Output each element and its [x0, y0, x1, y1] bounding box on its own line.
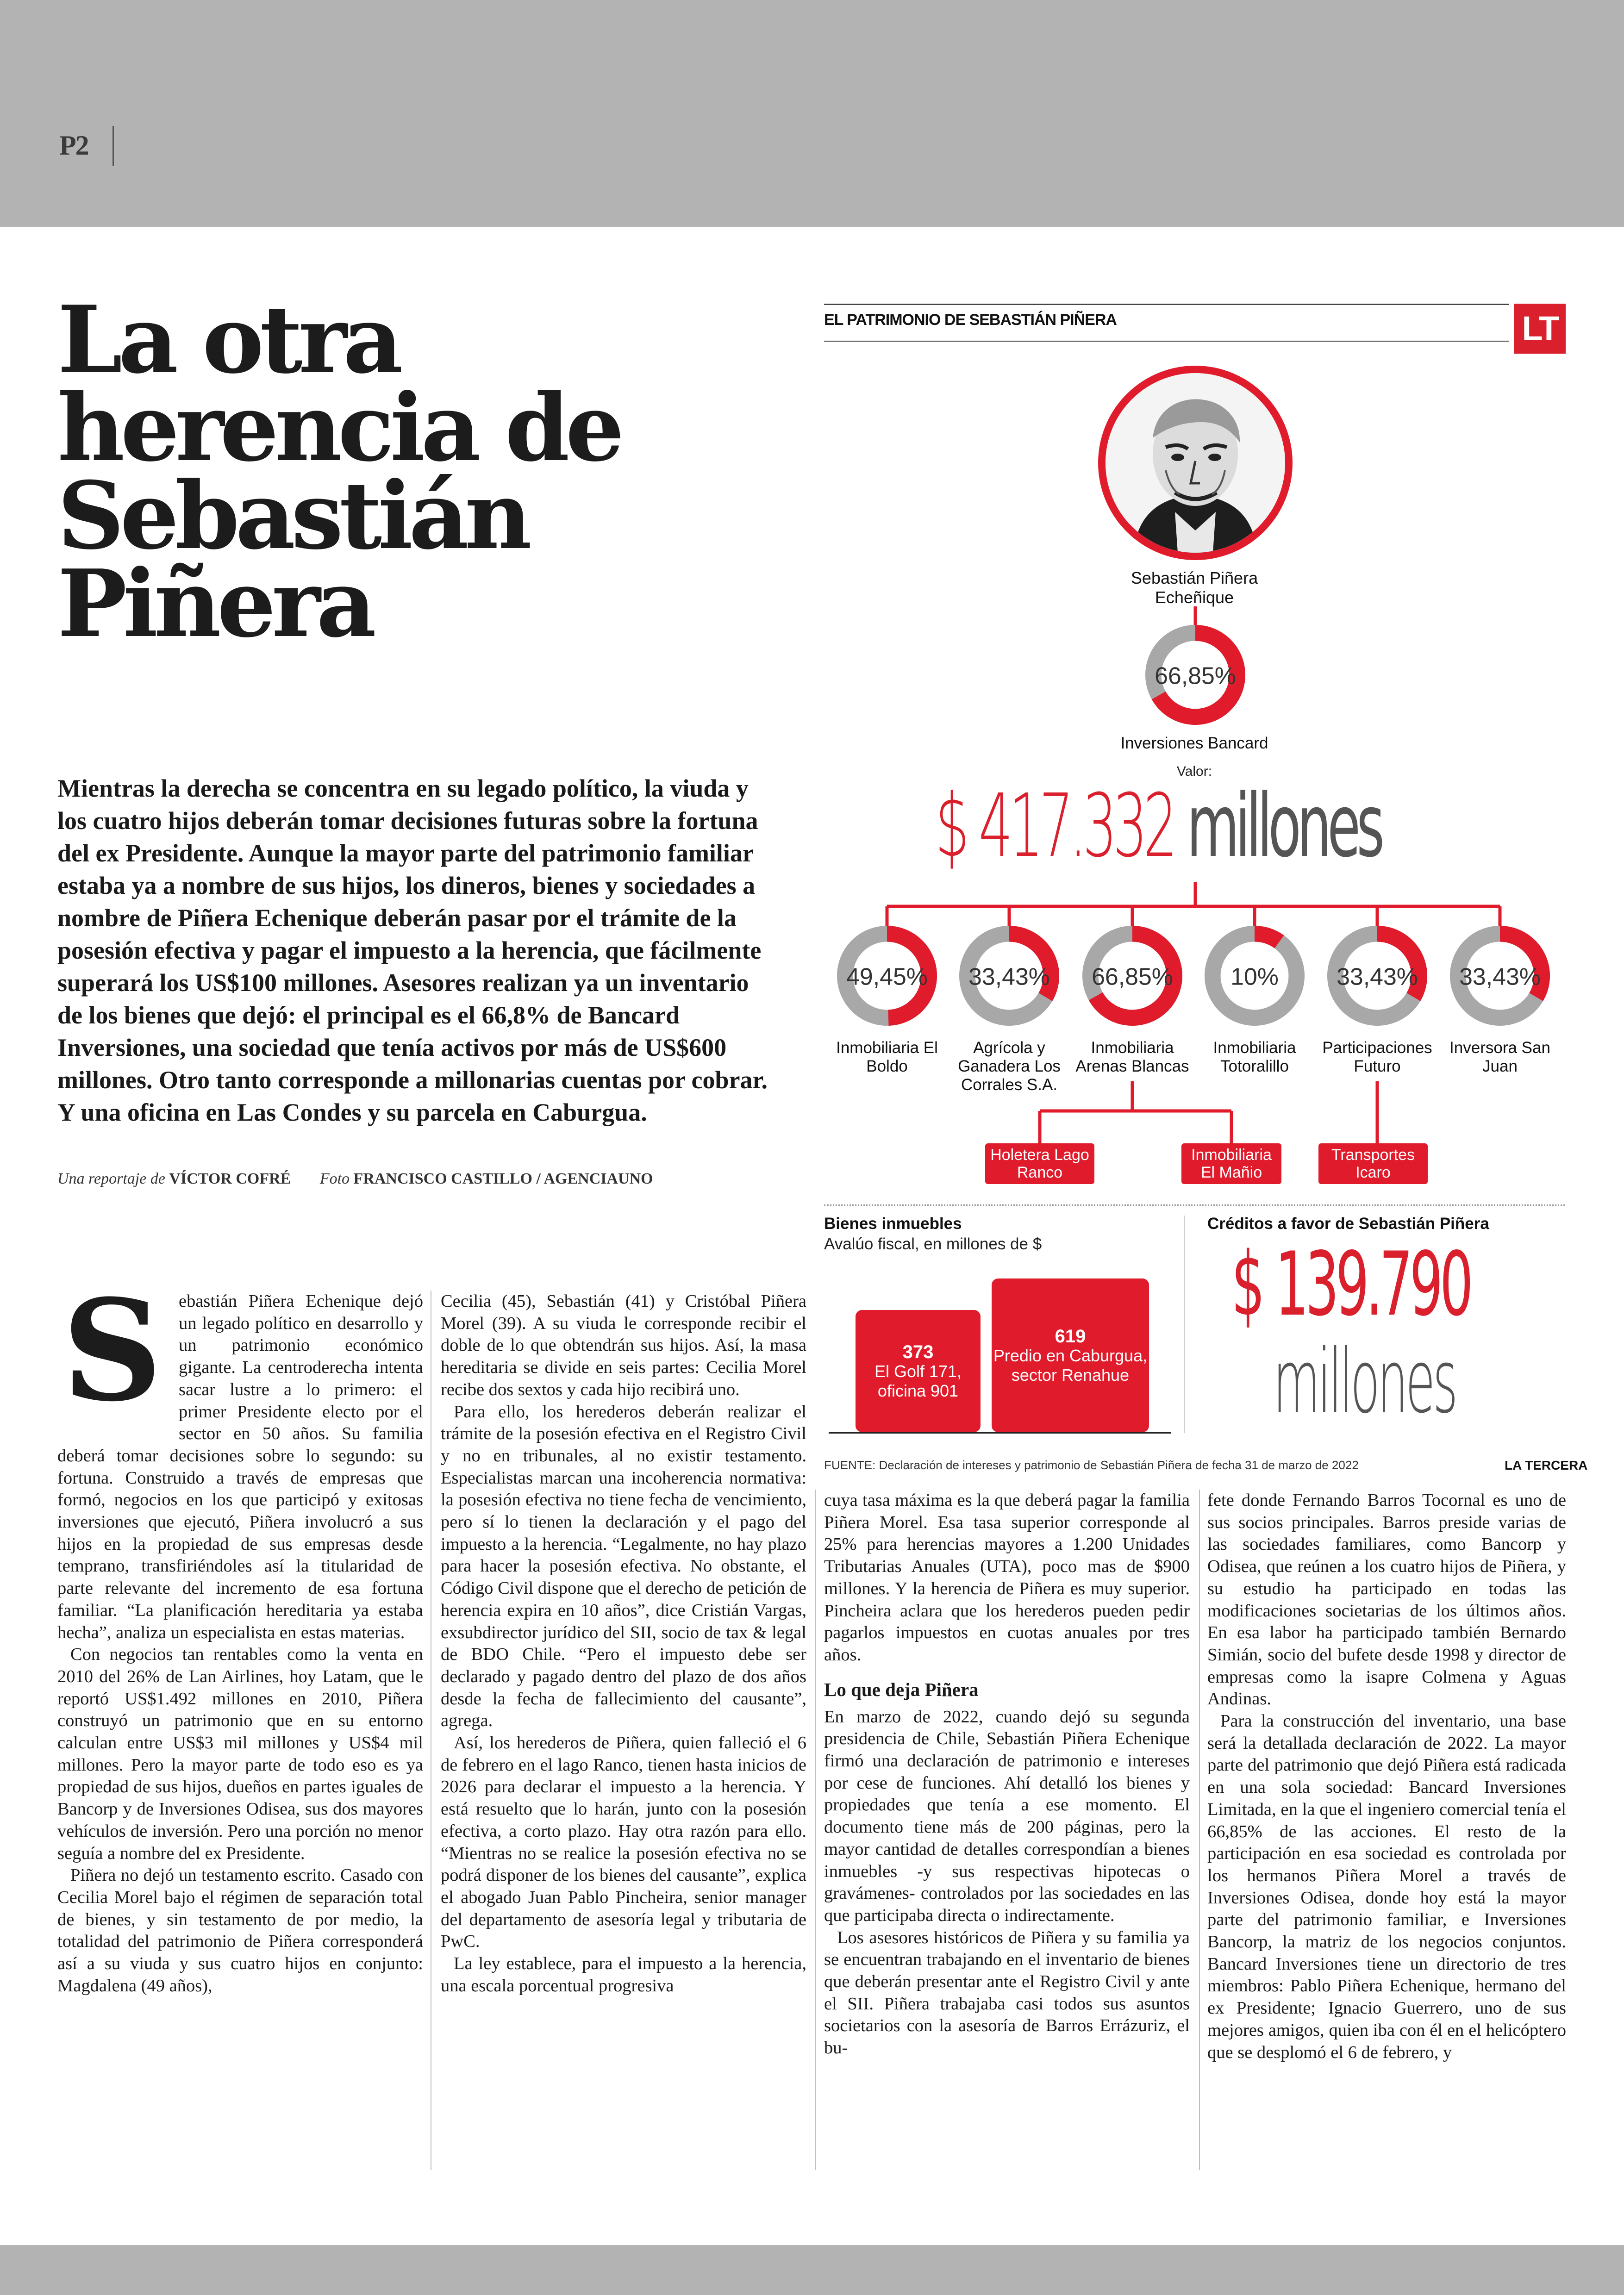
article-dek: Mientras la derecha se concentra en su legado político, la viuda y los cuatro hijos deberán tomar decisiones futuras sobre la fortuna del ex Presidente. Aunque la mayor parte del patrimonio familiar estaba ya a nombre de sus hijos, los dineros, bienes y sociedades a nombre de Piñera Echenique deberán pasar por el trámite de la posesión efectiva y pagar el impuesto a la herencia, que fácilmente superará los US$100 millones. Asesores realizan ya un inventario de los bienes que dejó: el principal es el 66,8% de Bancard Inversiones, una sociedad que tenía activos por más de US$600 millones. Otro tanto corresponde a millonarias cuentas por cobrar. Y una oficina en Las Condes y su parcela en Caburgua. [57, 774, 768, 1126]
la-tercera-logo: LT [1514, 304, 1566, 354]
subsidiary-name: Agrícola y Ganadera Los Corrales S.A. [958, 1039, 1061, 1094]
subsidiary-ring [837, 926, 937, 1026]
donut-chart [1327, 926, 1427, 1026]
body-paragraph: Cecilia (45), Sebastián (41) y Cristóbal Piñera Morel (39). A su viuda le corresponde recibir el doble de lo que obtendrán sus hijos. Así, la masa hereditaria se divide en seis partes: Cecilia Morel recibe dos sextos y cada hijo recibirá uno. [441, 1291, 806, 1399]
portrait-sketch [1106, 373, 1285, 553]
source-brand: LA TERCERA [1505, 1458, 1588, 1472]
valor-label: Valor: [1176, 764, 1212, 779]
infographic-top-rule [824, 304, 1509, 305]
body-column-1 [57, 1269, 423, 1997]
body-column-4 [1207, 1490, 1566, 2064]
donut-percent-label: 33,43% [1337, 963, 1418, 990]
subsidiary-ring [1450, 926, 1550, 1026]
bottom-margin-band [0, 2245, 1624, 2295]
body-paragraph: cuya tasa máxima es la que deberá pagar la familia Piñera Morel. Esa tasa superior corresponde al 25% para herencias mayores a 1.200 Unidades Tributarias Anuales (UTA), poco mas de $900 millones. Y la herencia de Piñera es muy superior. Pincheira aclara que los herederos pueden pedir pagarlos impuestos en cuotas anuales por tres años. [824, 1491, 1190, 1665]
portrait-illustration [1098, 366, 1293, 560]
bienes-baseline [829, 1432, 1171, 1434]
subsidiary-ring [1327, 926, 1427, 1026]
column-rule [815, 1490, 816, 2170]
body-paragraph: Para ello, los herederos deberán realizar el trámite de la posesión efectiva en el Registro Civil y no en tribunales, al no existir testamento. Especialistas marcan una incoherencia normativa: la posesión efectiva no tiene fecha de vencimiento, pero sí lo tienen la declaración y el pago del impuesto a la herencia. “Legalmente, no hay plazo para hacer la posesión efectiva. No obstante, el Código Civil dispone que el derecho de petición de herencia expira en 10 años”, dice Cristián Vargas, exsubdirector jurídico del SII, socio de tax & legal de BDO Chile. “Pero el impuesto debe ser declarado y pagado dentro del plazo de dos años desde la fecha de fallecimiento del causante”, agrega. [441, 1402, 806, 1731]
bienes-bar-caburgua [992, 1278, 1149, 1432]
body-paragraph: ebastián Piñera Echenique dejó un legado político en desarrollo y un patrimonio económico gigante. La centroderecha intenta sacar lustre a lo primero: el primer Presidente electo por el sector en 50 años. Su familia deberá tomar decisiones sobre lo segundo: su fortuna. Construido a través de empresas que formó, negocios en los que participó y exitosas inversiones que ejecutó, Piñera involucró a sus hijos en la propiedad de sus empresas desde temprano, transfiriéndoles así la titularidad de parte relevante del incremento de esa fortuna familiar. “La planificación hereditaria ya estaba hecha”, analiza un especialista en estas materias. [57, 1291, 423, 1642]
body-column-3 [824, 1490, 1190, 2059]
tag-inmobiliaria-el-manio: Inmobiliaria El Mañio [1181, 1143, 1281, 1184]
subsidiary-ring [1082, 926, 1182, 1026]
bienes-label: El Golf 171, oficina 901 [874, 1362, 962, 1400]
byline-photo-label: Foto [319, 1170, 350, 1187]
article-headline: La otra herencia de Sebastián Piñera [57, 286, 620, 658]
byline-author: VÍCTOR COFRÉ [169, 1170, 291, 1187]
subsidiary-name: Inversora San Juan [1449, 1039, 1550, 1075]
body-paragraph: La ley establece, para el impuesto a la herencia, una escala porcentual progresiva [441, 1954, 806, 1996]
infographic-vertical-rule [1184, 1216, 1185, 1433]
bienes-subtitle: Avalúo fiscal, en millones de $ [824, 1235, 1042, 1253]
byline [57, 1170, 780, 1188]
subsidiary-ring [1205, 926, 1305, 1026]
donut-chart [1145, 625, 1245, 725]
donut-percent-label: 33,43% [1459, 963, 1541, 990]
creditos-unit: millones [1273, 1330, 1455, 1433]
bienes-bar-el-golf [856, 1310, 981, 1432]
page-number-divider [112, 126, 114, 166]
page-number: P2 [59, 130, 88, 161]
byline-photographer: FRANCISCO CASTILLO / AGENCIAUNO [353, 1170, 653, 1187]
donut-percent-label: 33,43% [968, 963, 1050, 990]
source-label: FUENTE: [824, 1458, 876, 1472]
donut-chart [1205, 926, 1305, 1026]
top-margin-band [0, 0, 1624, 227]
creditos-value: $ 139.790 [1231, 1233, 1470, 1335]
donut-chart [837, 926, 937, 1026]
subsidiary-name: Inmobiliaria El Boldo [836, 1039, 938, 1075]
tag-holetera-lago-ranco: Holetera Lago Ranco [985, 1143, 1094, 1184]
column-rule [1199, 1490, 1200, 2170]
bancard-value [935, 775, 1381, 877]
donut-percent-label: 10% [1230, 963, 1279, 990]
subsidiary-name: Participaciones Futuro [1322, 1039, 1432, 1075]
ring-inversiones-bancard [1145, 625, 1245, 725]
body-paragraph: En marzo de 2022, cuando dejó su segunda presidencia de Chile, Sebastián Piñera Echenique firmó una declaración de patrimonio e intereses por cese de funciones. Ahí detalló los bienes y propiedades que tenía a ese momento. El documento tiene más de 200 páginas, pero la mayor cantidad de detalles correspondían a bienes inmuebles -y sus respectivas hipotecas o gravámenes- controlados por las sociedades en las que participaba directa o indirectamente. [824, 1707, 1190, 1925]
body-paragraph: fete donde Fernando Barros Tocornal es uno de sus socios principales. Barros preside varias de las sociedades familiares, como Bancorp y Odisea, que reúnen a los cuatro hijos de Piñera, y su estudio ha participado en todas las modificaciones societarias de los últimos años. En esa labor ha participado también Bernardo Simián, socio del bufete desde 1998 y director de empresas como la isapre Colmena y Aguas Andinas. [1207, 1491, 1566, 1709]
bienes-label: Predio en Caburgua, sector Renahue [993, 1346, 1148, 1384]
tag-transportes-icaro: Transportes Icaro [1318, 1143, 1428, 1184]
source-text: Declaración de intereses y patrimonio de Sebastián Piñera de fecha 31 de marzo de 2022 [879, 1458, 1359, 1472]
subsidiary-name: Inmobiliaria Totoralillo [1213, 1039, 1296, 1075]
person-name: Sebastián Piñera Echeñique [1131, 568, 1258, 607]
body-column-2 [441, 1291, 806, 1997]
donut-chart [1450, 926, 1550, 1026]
drop-cap: S [62, 1269, 162, 1432]
infographic-title: EL PATRIMONIO DE SEBASTIÁN PIÑERA [824, 311, 1117, 329]
infographic-source [824, 1458, 1359, 1472]
body-paragraph: Así, los herederos de Piñera, quien falleció el 6 de febrero en el lago Ranco, tienen hasta inicios de 2026 para declarar el impuesto a la herencia. Y está resuelto que lo harán, junto con la posesión efectiva, a corto plazo. Hay otra razón para ello. “Mientras no se realice la posesión efectiva no se podrá disponer de los bienes del causante”, explica el abogado Juan Pablo Pincheira, senior manager del departamento de asesoría legal y tributaria de PwC. [441, 1733, 806, 1952]
bancard-value-unit: millones [1187, 775, 1381, 877]
body-paragraph: Piñera no dejó un testamento escrito. Casado con Cecilia Morel bajo el régimen de separación total de bienes, y sin testamento de por medio, la totalidad del patrimonio de Piñera corresponderá así a su viuda y sus cuatro hijos en conjunto: Magdalena (49 años), [57, 1865, 423, 1996]
subsidiary-ring [959, 926, 1059, 1026]
body-paragraph: Con negocios tan rentables como la venta en 2010 del 26% de Lan Airlines, hoy Latam, que le reportó US$1.492 millones en 2010, Piñera construyó un patrimonio que en su entorno calculan entre US$3 mil millones y US$4 mil millones. Pero la mayor parte de todo eso es ya propiedad de sus hijos, dueños en partes iguales de Bancorp y de Inversiones Odisea, sus dos mayores vehículos de inversión. Pero una porción no menor seguía a nombre del ex Presidente. [57, 1645, 423, 1863]
holding-name: Inversiones Bancard [1120, 734, 1268, 752]
donut-percent-label: 66,85% [1092, 963, 1173, 990]
bienes-value: 373 [902, 1342, 934, 1362]
creditos-title: Créditos a favor de Sebastián Piñera [1207, 1215, 1489, 1233]
donut-chart [959, 926, 1059, 1026]
donut-percent-label: 66,85% [1155, 662, 1236, 689]
subhead: Lo que deja Piñera [824, 1678, 979, 1700]
infographic-title-rule [824, 341, 1509, 342]
donut-percent-label: 49,45% [846, 963, 928, 990]
subsidiary-name: Inmobiliaria Arenas Blancas [1075, 1039, 1189, 1075]
bancard-value-amount: $ 417.332 [935, 775, 1174, 877]
byline-report-label: Una reportaje de [57, 1170, 165, 1187]
bienes-title: Bienes inmuebles [824, 1215, 962, 1233]
body-paragraph: Para la construcción del inventario, una base será la detallada declaración de 2022. La mayor parte del patrimonio que dejó Piñera está radicada en una sola sociedad: Bancard Inversiones Limitada, en la que el ingeniero comercial tenía el 66,85% de las acciones. El resto de la participación en esa sociedad es controlada por los hermanos Piñera Morel a través de Inversiones Odisea, donde hoy está la mayor parte del patrimonio familiar, e Inversiones Bancorp, la matriz de los negocios conjuntos. Bancard Inversiones tiene un directorio de tres miembros: Pablo Piñera Echenique, hermano del ex Presidente; Ignacio Guerrero, uno de sus mejores amigos, quien iba con él en el helicóptero que se desplomó el 6 de febrero, y [1207, 1711, 1566, 2062]
bienes-value: 619 [1055, 1326, 1086, 1347]
body-paragraph: Los asesores históricos de Piñera y su familia ya se encuentran trabajando en el inventario de bienes que deberán presentar ante el Registro Civil y ante el SII. Piñera trabajaba casi todos sus asuntos societarios con la asesoría de Barros Errázuriz, el bu- [824, 1927, 1190, 2058]
donut-chart [1082, 926, 1182, 1026]
dotted-divider [824, 1204, 1565, 1206]
